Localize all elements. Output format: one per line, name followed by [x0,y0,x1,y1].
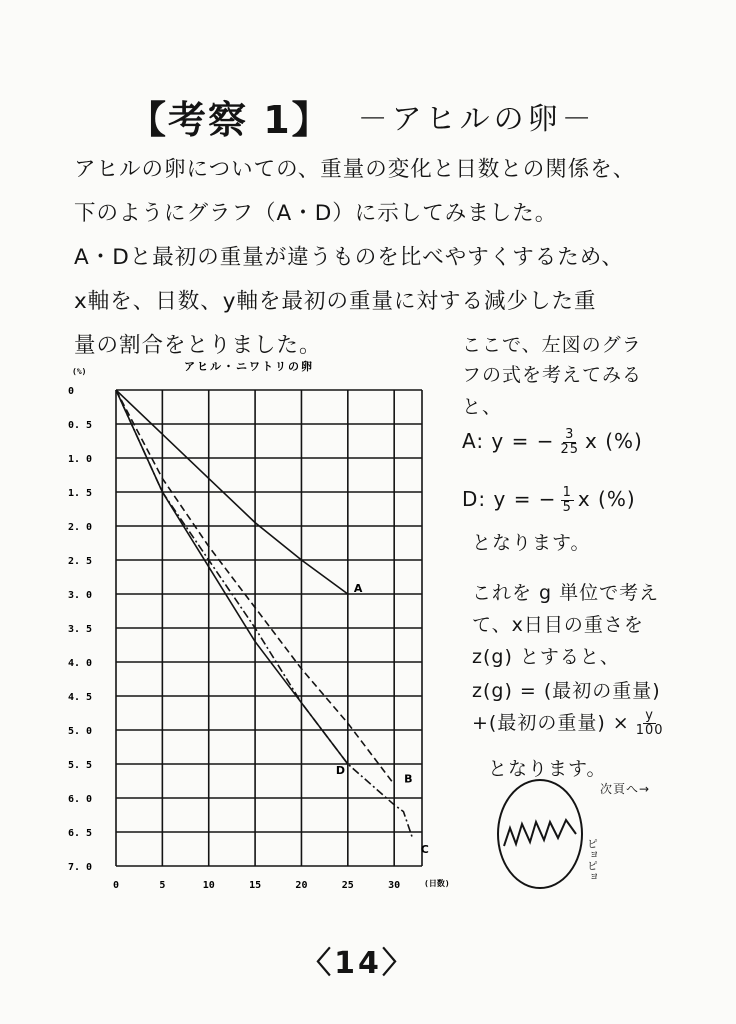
y-tick-label: 5. 0 [68,726,93,737]
y-tick-label: 4. 5 [68,692,93,703]
y-tick-label: 2. 0 [68,522,93,533]
x-tick-label: 20 [295,880,308,891]
y-tick-label: 6. 0 [68,794,93,805]
note-line: ここで、左図のグラ [462,334,642,356]
note-line: となります。 [472,532,591,554]
paragraph-line: A・Dと最初の重量が違うものを比べやすくするため、 [74,245,624,270]
formula-line: +(最初の重量) × $\frac{y}{100}$ [472,708,664,738]
paragraph-line: 量の割合をとりました。 [74,333,322,358]
x-tick-label: 0 [112,880,120,891]
paragraph-line: 下のようにグラフ（A・D）に示してみました。 [74,201,558,226]
y-tick-label: 1. 5 [68,488,93,499]
egg-doodle [488,776,638,902]
y-axis-unit: (%) [72,367,87,376]
page-number: 〈14〉 [301,946,415,981]
y-tick-label: 3. 0 [68,590,93,601]
formula-line: z(g) = (最初の重量) [472,680,661,702]
x-tick-label: 5 [159,880,166,891]
series-label-d: D [335,764,345,777]
note-line: となります。 [488,758,607,780]
series-label-b: B [404,772,413,786]
note-line: て、x日目の重さを [472,614,644,636]
y-tick-label: 6. 5 [68,828,93,839]
series-label-c: C [420,842,429,856]
y-tick-label: 1. 0 [68,454,93,465]
paragraph-line: アヒルの卵についての、重量の変化と日数との関係を、 [74,157,636,182]
equation-d: D: y = − $\frac{1}{5}$ x (%) [462,485,636,515]
y-tick-label: 0 [68,386,75,397]
x-tick-label: 15 [249,880,262,891]
y-tick-label: 5. 5 [68,760,93,771]
next-page-label: 次頁へ→ [600,782,651,796]
note-line: フの式を考えてみる [462,364,643,386]
note-line: z(g) とすると、 [472,646,620,668]
egg-crack [504,820,576,846]
y-tick-label: 7. 0 [68,862,93,873]
x-tick-label: 10 [202,880,215,891]
title-main: 【考察 1】 [128,97,332,142]
equation-a: A: y = − $\frac{3}{25}$ x (%) [462,427,643,457]
paragraph-line: x軸を、日数、y軸を最初の重量に対する減少した重 [74,289,597,314]
series-label-a: A [353,582,363,595]
x-axis-unit: (日数) [424,879,450,888]
x-tick-label: 25 [341,880,354,891]
note-line: これを g 単位で考え [472,582,660,604]
title-subtitle: －アヒルの卵－ [357,102,596,137]
note-line: と、 [462,396,503,418]
chart-title: アヒル・ニワトリの卵 [184,360,314,373]
egg-outline [498,780,582,888]
y-tick-label: 0. 5 [68,420,93,431]
y-tick-label: 4. 0 [68,658,93,669]
y-tick-label: 2. 5 [68,556,93,567]
y-tick-label: 3. 5 [68,624,93,635]
x-tick-label: 30 [388,880,401,891]
doodle-text: ピョピョ [585,838,599,882]
